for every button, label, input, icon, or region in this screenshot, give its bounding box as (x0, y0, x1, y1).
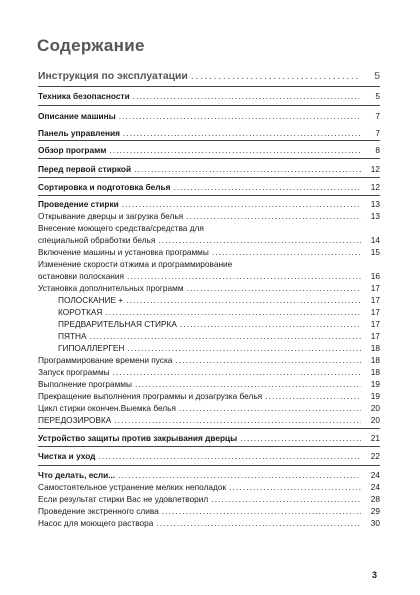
toc-entry-page: 12 (370, 182, 380, 192)
toc-entry-title: Прекращение выполнения программы и дозагрузка белья (38, 391, 263, 401)
toc-entry-page: 13 (370, 199, 380, 209)
toc-leader (180, 318, 361, 330)
toc-leader (240, 432, 361, 444)
toc-entry[interactable] (38, 198, 380, 210)
toc-entry-page: 21 (370, 433, 380, 443)
toc-entry-title: Открывание дверцы и загрузка белья (38, 211, 184, 221)
toc-entry[interactable] (38, 110, 380, 122)
toc-entry-title: КОРОТКАЯ (58, 307, 103, 317)
toc-entry[interactable] (38, 354, 380, 366)
section-divider (38, 158, 380, 159)
toc-entry-page: 18 (370, 367, 380, 377)
toc-entry[interactable] (38, 330, 380, 342)
toc-entry-page: 29 (370, 506, 380, 516)
toc-leader (127, 270, 361, 282)
toc-entry[interactable] (38, 450, 380, 462)
toc-entry-page: 22 (370, 451, 380, 461)
toc-leader (191, 70, 361, 84)
toc-entry[interactable] (38, 127, 380, 139)
toc-entry[interactable] (38, 181, 380, 193)
toc-entry[interactable] (38, 234, 380, 246)
toc-entry-page: 7 (375, 128, 380, 138)
page-title: Содержание (37, 36, 145, 55)
toc-entry[interactable] (38, 282, 380, 294)
toc-entry-page: 17 (370, 307, 380, 317)
toc-leader (162, 505, 361, 517)
toc-entry-title: Самостоятельное устранение мелких неполадок (38, 482, 227, 492)
toc-entry-title: ГИПОАЛЛЕРГЕН (58, 343, 125, 353)
toc-entry-title: Включение машины и установка программы (38, 247, 209, 257)
section-divider (38, 177, 380, 178)
toc-entry[interactable] (38, 318, 380, 330)
toc-entry[interactable] (38, 270, 380, 282)
page-number: 3 (372, 570, 378, 580)
toc-entry-title: Цикл стирки окончен.Выемка белья (38, 403, 176, 413)
toc-entry-page: 30 (370, 518, 380, 528)
toc-leader (105, 306, 361, 318)
toc-entry-page: 18 (370, 355, 380, 365)
section-divider (38, 446, 380, 447)
toc-entry-title: Выполнение программы (38, 379, 132, 389)
section-divider (38, 86, 380, 87)
toc-leader (133, 90, 361, 102)
toc-entry[interactable] (38, 366, 380, 378)
toc-entry-page: 13 (370, 211, 380, 221)
toc-entry[interactable] (38, 222, 380, 234)
toc-entry-title: Проведение экстренного слива (38, 506, 159, 516)
toc-entry-title: ПЯТНА (58, 331, 87, 341)
toc-entry-page: 24 (370, 482, 380, 492)
toc-leader (175, 354, 361, 366)
toc-entry-page: 15 (370, 247, 380, 257)
toc-leader (174, 181, 362, 193)
toc-entry[interactable] (38, 210, 380, 222)
toc-entry[interactable] (38, 517, 380, 529)
section-divider (38, 465, 380, 466)
toc-entry-title: Обзор программ (38, 145, 107, 155)
toc-entry-title: Установка дополнительных программ (38, 283, 184, 293)
toc-leader (114, 414, 361, 426)
toc-entry[interactable] (38, 258, 380, 270)
toc-entry-title: Перед первой стиркой (38, 164, 132, 174)
toc-entry-title: Панель управления (38, 128, 120, 138)
toc-entry[interactable] (38, 414, 380, 426)
toc-entry-title: ПРЕДВАРИТЕЛЬНАЯ СТИРКА (58, 319, 177, 329)
toc-entry-title: Техника безопасности (38, 91, 130, 101)
toc-entry[interactable] (38, 246, 380, 258)
toc-entry-title: Чистка и уход (38, 451, 96, 461)
toc-entry-title: Проведение стирки (38, 199, 119, 209)
toc-entry[interactable] (38, 378, 380, 390)
toc-entry-title: Инструкция по эксплуатации (38, 71, 188, 82)
toc-leader (123, 127, 361, 139)
toc-entry-page: 5 (374, 71, 380, 82)
toc-entry-page: 14 (370, 235, 380, 245)
toc-entry-title: Насос для моющего раствора (38, 518, 154, 528)
toc-entry-title: Устройство защиты против закрывания дверцы (38, 433, 238, 443)
toc-entry-page: 5 (375, 91, 380, 101)
toc-entry-page: 20 (370, 415, 380, 425)
toc-entry-title: Что делать, если... (38, 470, 116, 480)
toc-entry[interactable] (38, 402, 380, 414)
toc-leader (179, 402, 361, 414)
toc-entry[interactable] (38, 505, 380, 517)
toc-entry[interactable] (38, 390, 380, 402)
toc-entry-page: 18 (370, 343, 380, 353)
toc-leader (211, 493, 361, 505)
toc-entry-page: 17 (370, 295, 380, 305)
toc-entry-page: 17 (370, 319, 380, 329)
toc-entry[interactable] (38, 493, 380, 505)
toc-entry-page: 24 (370, 470, 380, 480)
section-divider (38, 140, 380, 141)
toc-entry[interactable] (38, 144, 380, 156)
toc-leader (156, 517, 361, 529)
toc-leader (212, 246, 361, 258)
toc-entry[interactable] (38, 70, 380, 84)
toc-entry[interactable] (38, 294, 380, 306)
toc-leader (122, 198, 361, 210)
toc-leader (134, 163, 361, 175)
toc-entry-page: 20 (370, 403, 380, 413)
toc-entry[interactable] (38, 342, 380, 354)
toc-entry-title: Изменение скорости отжима и программирование (38, 259, 233, 269)
toc-entry[interactable] (38, 481, 380, 493)
toc-entry[interactable] (38, 163, 380, 175)
toc-leader (126, 294, 361, 306)
toc-leader (113, 366, 361, 378)
toc-leader (265, 390, 361, 402)
toc-entry-title: специальной обработки белья (38, 235, 156, 245)
section-divider (38, 105, 380, 106)
toc-entry-page: 28 (370, 494, 380, 504)
toc-entry-title: ПЕРЕДОЗИРОВКА (38, 415, 112, 425)
section-divider (38, 428, 380, 429)
toc-leader (187, 282, 361, 294)
toc-entry-title: остановки полоскания (38, 271, 125, 281)
toc-entry-page: 17 (370, 331, 380, 341)
toc-entry[interactable] (38, 432, 380, 444)
toc-entry[interactable] (38, 469, 380, 481)
toc-entry-title: Описание машины (38, 111, 116, 121)
toc-leader (90, 330, 361, 342)
toc-entry-title: Внесение моющего средства/средства для (38, 223, 204, 233)
toc-entry-title: Сортировка и подготовка белья (38, 182, 171, 192)
toc-leader (109, 144, 361, 156)
toc-leader (119, 110, 361, 122)
section-divider (38, 195, 380, 196)
toc-entry-title: Программирование времени пуска (38, 355, 173, 365)
toc-leader (158, 234, 361, 246)
toc-leader (118, 469, 361, 481)
toc-leader (229, 481, 361, 493)
toc-entry-title: ПОЛОСКАНИЕ + (58, 295, 124, 305)
toc-entry-page: 8 (375, 145, 380, 155)
toc-entry-page: 19 (370, 379, 380, 389)
toc-leader (98, 450, 361, 462)
toc-entry-title: Запуск программы (38, 367, 110, 377)
toc-entry[interactable] (38, 90, 380, 102)
toc-leader (135, 378, 361, 390)
toc-entry-title: Если результат стирки Вас не удовлетворил (38, 494, 209, 504)
toc-entry[interactable] (38, 306, 380, 318)
toc-entry-page: 19 (370, 391, 380, 401)
toc-leader (186, 210, 361, 222)
toc-entry-page: 17 (370, 283, 380, 293)
toc-entry-page: 7 (375, 111, 380, 121)
toc-entry-page: 12 (370, 164, 380, 174)
toc-entry-page: 16 (370, 271, 380, 281)
toc-leader (127, 342, 361, 354)
